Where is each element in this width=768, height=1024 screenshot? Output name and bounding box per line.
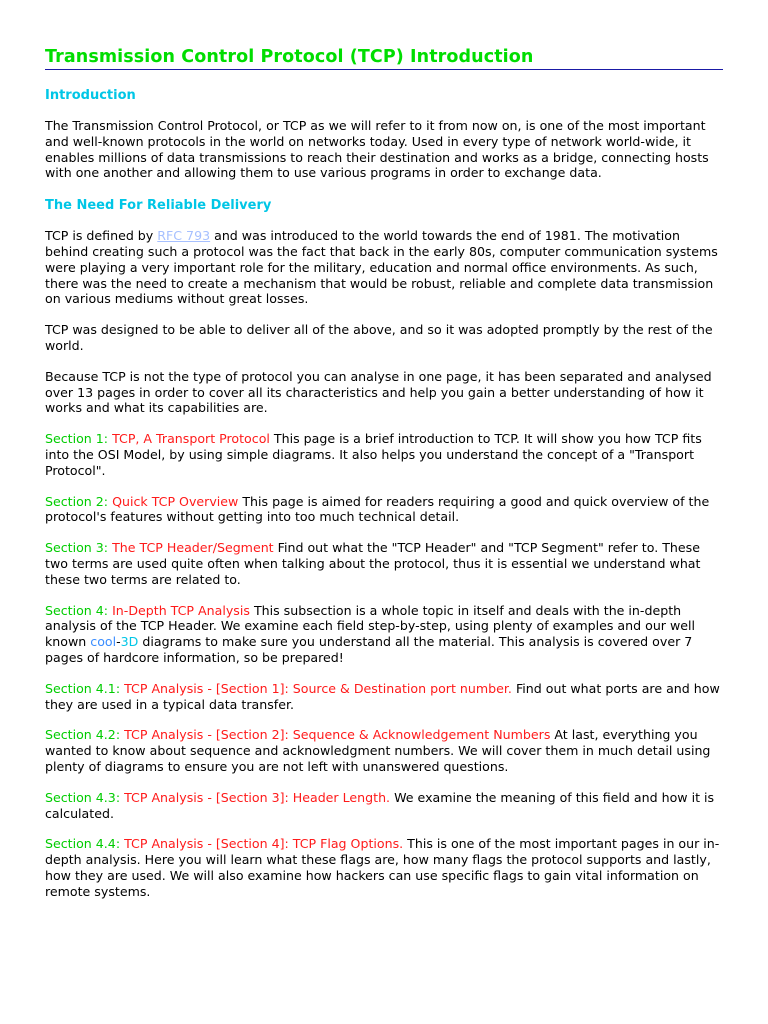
cool-link[interactable]: cool	[90, 634, 117, 650]
section-label: Section 4.3:	[45, 789, 121, 805]
section-1-link[interactable]: TCP, A Transport Protocol	[112, 431, 270, 447]
section-description: Find out what ports are and how they are used in a typical data transfer.	[45, 680, 720, 712]
section-4-4-link[interactable]: TCP Analysis - [Section 4]: TCP Flag Options.	[124, 836, 404, 852]
section-description: This page is a brief introduction to TCP. It will show you how TCP fits into the OSI Model, by using simple diagrams. It also helps you understand the concept of a "Transport Protocol".	[45, 431, 702, 478]
section-label: Section 1:	[45, 431, 109, 447]
section-description: At last, everything you wanted to know about sequence and acknowledgment numbers. We will cover them in much detail using plenty of diagrams to ensure you are not left with unanswered questions.	[45, 727, 711, 774]
designed-paragraph: TCP was designed to be able to deliver all of the above, and so it was adopted promptly by the rest of the world.	[45, 322, 713, 353]
pages-overview-paragraph: Because TCP is not the type of protocol you can analyse in one page, it has been separated and analysed over 13 pages in order to cover all its characteristics and help you gain a better understanding of how it works and what its capabilities are.	[45, 368, 712, 416]
section-4-4-entry	[45, 836, 723, 899]
section-description: This subsection is a whole topic in itself and deals with the in-depth analysis of the TCP Header. We examine each field step-by-step, using plenty of examples and our well known	[45, 602, 696, 650]
section-4-link[interactable]: In-Depth TCP Analysis	[112, 602, 250, 618]
section-3-link[interactable]: The TCP Header/Segment	[112, 540, 274, 556]
section-label: Section 4.1:	[45, 680, 121, 696]
section-label: Section 4:	[45, 602, 109, 618]
section-description: This is one of the most important pages in our in-depth analysis. Here you will learn what these flags are, how many flags the protocol supports and lastly, how they are used. We will also examine how hackers can use specific flags to gain vital information on remote systems.	[45, 836, 720, 899]
section-4-1-link[interactable]: TCP Analysis - [Section 1]: Source & Destination port number.	[124, 680, 512, 696]
section-description: diagrams to make sure you understand all the material. This analysis is covered over 7 pages of hardcore information, so be prepared!	[45, 634, 693, 665]
section-label: Section 4.4:	[45, 836, 121, 852]
paragraph-text: and was introduced to the world towards the end of 1981. The motivation behind creating such a protocol was the fact that back in the early 80s, computer communication systems were playing a very important role for the military, education and normal office environments. As such, there was the need to create a mechanism that would be robust, reliable and complete data transmission on various mediums without great losses.	[45, 228, 718, 307]
section-2-entry	[45, 494, 723, 526]
section-description: Find out what the "TCP Header" and "TCP Segment" refer to. These two terms are used quite often when talking about the protocol, thus it is essential we understand what these two terms are related to.	[45, 540, 701, 587]
reliable-delivery-paragraph	[45, 228, 723, 307]
paragraph-text: TCP is defined by	[45, 228, 158, 244]
section-4-2-link[interactable]: TCP Analysis - [Section 2]: Sequence & Acknowledgement Numbers	[124, 727, 551, 743]
section-4-2-entry	[45, 727, 723, 774]
section-4-3-entry	[45, 790, 723, 822]
section-4-entry	[45, 603, 723, 666]
3d-link[interactable]: 3D	[120, 634, 139, 650]
section-description: This page is aimed for readers requiring a good and quick overview of the protocol's features without getting into too much technical detail.	[45, 493, 710, 525]
rfc-793-link[interactable]: RFC 793	[157, 228, 211, 244]
section-label: Section 2:	[45, 493, 109, 509]
title-divider	[45, 69, 723, 70]
section-2-link[interactable]: Quick TCP Overview	[112, 493, 239, 509]
dash-text: -	[116, 634, 121, 650]
section-4-3-link[interactable]: TCP Analysis - [Section 3]: Header Length.	[124, 789, 391, 805]
section-4-1-entry	[45, 681, 723, 713]
page-title: Transmission Control Protocol (TCP) Introduction	[45, 47, 534, 67]
section-1-entry	[45, 431, 723, 478]
section-label: Section 4.2:	[45, 727, 121, 743]
intro-paragraph: The Transmission Control Protocol, or TCP as we will refer to it from now on, is one of the most important and well-known protocols in the world on networks today. Used in every type of network world-wide, it enables millions of data transmissions to reach their destination and works as a bridge, connecting hosts with one another and allowing them to use various programs in order to exchange data.	[45, 118, 709, 181]
section-description: We examine the meaning of this field and how it is calculated.	[45, 789, 715, 821]
section-3-entry	[45, 540, 723, 587]
heading-reliable-delivery: The Need For Reliable Delivery	[45, 198, 272, 214]
heading-introduction: Introduction	[45, 88, 136, 103]
section-label: Section 3:	[45, 540, 109, 556]
